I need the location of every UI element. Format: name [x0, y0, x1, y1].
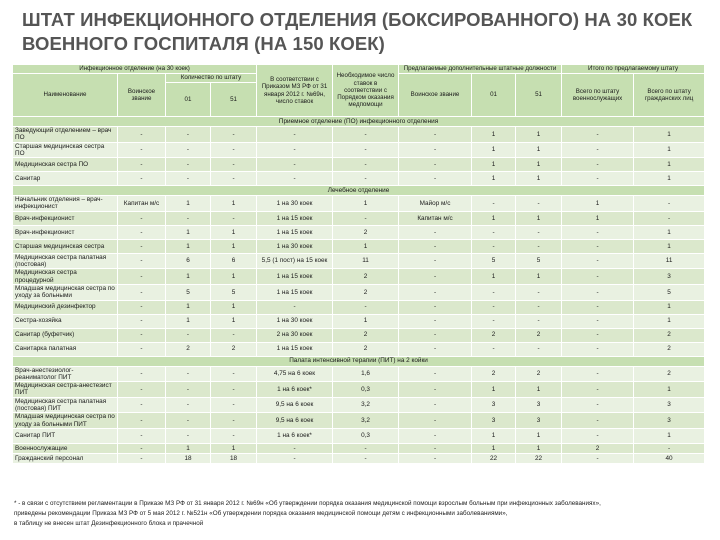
- cell-zv: -: [118, 366, 166, 382]
- cell-k51: 2: [211, 342, 257, 356]
- cell-p51: 2: [516, 328, 562, 342]
- cell-zv: -: [118, 443, 166, 453]
- cell-vg: -: [634, 211, 705, 225]
- cell-pz: -: [399, 314, 472, 328]
- cell-zv: -: [118, 158, 166, 172]
- cell-p51: 22: [516, 453, 562, 463]
- cell-pz: -: [399, 142, 472, 158]
- footnote-line-1: * - в связи с отсутствием регламентации в Приказе МЗ РФ от 31 января 2012 г. №69н «Об утверждении порядка оказания медицинской помощи взрослым больным при инфекционных заболеваниях»,: [14, 500, 601, 507]
- cell-pz: -: [399, 453, 472, 463]
- cell-prikaz: 1 на 6 коек*: [257, 428, 333, 443]
- cell-k51: -: [211, 382, 257, 398]
- cell-prikaz: 1 на 15 коек: [257, 211, 333, 225]
- cell-name: Медицинская сестра ПО: [13, 158, 118, 172]
- cell-p01: -: [472, 225, 516, 239]
- cell-p51: 1: [516, 428, 562, 443]
- cell-name: Гражданский персонал: [13, 453, 118, 463]
- cell-k01: -: [166, 413, 211, 429]
- cell-k01: 1: [166, 443, 211, 453]
- cell-prikaz: 1 на 6 коек*: [257, 382, 333, 398]
- table-row: [13, 196, 705, 212]
- cell-k01: 5: [166, 284, 211, 300]
- cell-k01: 2: [166, 342, 211, 356]
- cell-p51: 1: [516, 211, 562, 225]
- table-row: [13, 300, 705, 314]
- cell-p01: 1: [472, 158, 516, 172]
- cell-k51: -: [211, 397, 257, 413]
- cell-vv: -: [562, 253, 634, 269]
- cell-pz: -: [399, 158, 472, 172]
- cell-vg: 2: [634, 342, 705, 356]
- header-voinskoe-zvanie-2: Воинское звание: [399, 74, 472, 117]
- cell-need: 1: [333, 314, 399, 328]
- footnote-line-2: приведены рекомендации Приказа МЗ РФ от 5 мая 2012 г. №521н «Об утверждении порядка оказания медицинской помощи детям с инфекционными заболеваниями»,: [14, 510, 508, 517]
- cell-pz: -: [399, 366, 472, 382]
- cell-vg: 1: [634, 314, 705, 328]
- cell-k51: -: [211, 142, 257, 158]
- cell-need: 0,3: [333, 428, 399, 443]
- table-row: [13, 158, 705, 172]
- cell-p01: -: [472, 314, 516, 328]
- cell-k01: 1: [166, 300, 211, 314]
- page-title: [22, 8, 712, 56]
- cell-p01: 22: [472, 453, 516, 463]
- cell-vv: 2: [562, 443, 634, 453]
- cell-need: 0,3: [333, 382, 399, 398]
- cell-name: Заведующий отделением – врач ПО: [13, 127, 118, 143]
- cell-pz: -: [399, 428, 472, 443]
- cell-pz: -: [399, 269, 472, 285]
- cell-vg: 3: [634, 397, 705, 413]
- cell-vv: -: [562, 328, 634, 342]
- cell-k51: -: [211, 172, 257, 186]
- cell-pz: -: [399, 342, 472, 356]
- cell-zv: -: [118, 127, 166, 143]
- cell-prikaz: -: [257, 443, 333, 453]
- cell-need: 2: [333, 269, 399, 285]
- header-predlagaemye: Предлагаемые дополнительные штатные должности: [399, 65, 562, 74]
- cell-k51: 1: [211, 239, 257, 253]
- cell-pz: -: [399, 127, 472, 143]
- cell-name: Врач-инфекционист: [13, 211, 118, 225]
- cell-prikaz: 1 на 30 коек: [257, 239, 333, 253]
- cell-vv: -: [562, 284, 634, 300]
- cell-p51: -: [516, 314, 562, 328]
- cell-p01: -: [472, 239, 516, 253]
- cell-p01: 2: [472, 366, 516, 382]
- cell-zv: -: [118, 253, 166, 269]
- cell-vv: -: [562, 172, 634, 186]
- cell-vv: -: [562, 158, 634, 172]
- cell-p51: 3: [516, 413, 562, 429]
- cell-need: 2: [333, 225, 399, 239]
- cell-vv: -: [562, 142, 634, 158]
- staff-table: [12, 64, 705, 464]
- cell-vv: -: [562, 127, 634, 143]
- table-row: [13, 413, 705, 429]
- cell-name: Младшая медицинская сестра по уходу за больными: [13, 284, 118, 300]
- cell-name: Врач-инфекционист: [13, 225, 118, 239]
- cell-k01: 18: [166, 453, 211, 463]
- cell-need: -: [333, 158, 399, 172]
- cell-pz: -: [399, 225, 472, 239]
- cell-zv: -: [118, 142, 166, 158]
- table-row: [13, 428, 705, 443]
- title-line-2: ВОЕННОГО ГОСПИТАЛЯ (НА 150 КОЕК): [22, 33, 385, 54]
- cell-p51: -: [516, 239, 562, 253]
- cell-vg: 3: [634, 413, 705, 429]
- cell-p51: -: [516, 342, 562, 356]
- cell-prikaz: -: [257, 453, 333, 463]
- cell-prikaz: -: [257, 172, 333, 186]
- cell-name: Старшая медицинская сестра ПО: [13, 142, 118, 158]
- cell-vg: 40: [634, 453, 705, 463]
- cell-k01: 1: [166, 196, 211, 212]
- cell-prikaz: 1 на 15 коек: [257, 342, 333, 356]
- cell-need: -: [333, 172, 399, 186]
- cell-p51: -: [516, 300, 562, 314]
- cell-prikaz: 2 на 30 коек: [257, 328, 333, 342]
- cell-name: Медицинская сестра палатная (постовая): [13, 253, 118, 269]
- cell-vv: -: [562, 342, 634, 356]
- cell-pz: -: [399, 284, 472, 300]
- header-kolichestvo: Количество по штату: [166, 74, 257, 83]
- cell-p01: -: [472, 300, 516, 314]
- cell-vv: -: [562, 413, 634, 429]
- cell-zv: -: [118, 328, 166, 342]
- cell-p51: 3: [516, 397, 562, 413]
- table-row: [13, 342, 705, 356]
- cell-p51: -: [516, 196, 562, 212]
- table-row: [13, 443, 705, 453]
- cell-k51: -: [211, 328, 257, 342]
- table-row: [13, 253, 705, 269]
- header-p01: 01: [472, 74, 516, 117]
- header-prikaz: В соответствии с Приказом МЗ РФ от 31 января 2012 г. №69н, число ставок: [257, 65, 333, 117]
- table-row: [13, 239, 705, 253]
- cell-k51: 1: [211, 269, 257, 285]
- cell-zv: -: [118, 239, 166, 253]
- cell-name: Санитар (буфетчик): [13, 328, 118, 342]
- cell-pz: -: [399, 328, 472, 342]
- cell-need: 2: [333, 328, 399, 342]
- cell-prikaz: -: [257, 300, 333, 314]
- cell-need: -: [333, 443, 399, 453]
- cell-p01: -: [472, 196, 516, 212]
- table-header: [13, 65, 705, 117]
- cell-pz: -: [399, 413, 472, 429]
- cell-need: 1,6: [333, 366, 399, 382]
- cell-prikaz: -: [257, 158, 333, 172]
- cell-vv: -: [562, 382, 634, 398]
- cell-need: -: [333, 300, 399, 314]
- cell-need: 3,2: [333, 397, 399, 413]
- table-row: [13, 142, 705, 158]
- cell-zv: -: [118, 397, 166, 413]
- cell-p51: 1: [516, 382, 562, 398]
- cell-vv: -: [562, 300, 634, 314]
- cell-k01: -: [166, 127, 211, 143]
- cell-pz: -: [399, 239, 472, 253]
- cell-name: Санитарка палатная: [13, 342, 118, 356]
- cell-p51: -: [516, 284, 562, 300]
- cell-zv: -: [118, 413, 166, 429]
- header-itogo: Итого по предлагаемому штату: [562, 65, 705, 74]
- cell-k01: -: [166, 366, 211, 382]
- cell-need: -: [333, 127, 399, 143]
- section-row: [13, 186, 705, 196]
- cell-k01: 1: [166, 314, 211, 328]
- cell-zv: -: [118, 314, 166, 328]
- cell-k01: -: [166, 328, 211, 342]
- table-row: [13, 211, 705, 225]
- cell-p01: 2: [472, 328, 516, 342]
- cell-pz: Майор м/с: [399, 196, 472, 212]
- cell-vg: 1: [634, 158, 705, 172]
- header-q01: 01: [166, 83, 211, 117]
- cell-p01: 1: [472, 172, 516, 186]
- cell-vg: 1: [634, 142, 705, 158]
- cell-need: 1: [333, 239, 399, 253]
- table-row: [13, 314, 705, 328]
- cell-zv: -: [118, 382, 166, 398]
- cell-pz: -: [399, 443, 472, 453]
- header-naimenovanie: Наименование: [13, 74, 118, 117]
- cell-vg: -: [634, 196, 705, 212]
- cell-k01: -: [166, 382, 211, 398]
- cell-prikaz: 1 на 15 коек: [257, 225, 333, 239]
- cell-p01: -: [472, 284, 516, 300]
- cell-p01: 1: [472, 382, 516, 398]
- cell-k51: -: [211, 366, 257, 382]
- cell-zv: -: [118, 284, 166, 300]
- cell-name: Начальник отделения – врач-инфекционист: [13, 196, 118, 212]
- header-neobhodimoe: Необходимое число ставок в соответствии с Порядком оказания медпомощи: [333, 65, 399, 117]
- cell-p01: 1: [472, 127, 516, 143]
- cell-zv: -: [118, 225, 166, 239]
- table-body: [13, 117, 705, 464]
- table-row: [13, 397, 705, 413]
- cell-need: 2: [333, 342, 399, 356]
- header-q51: 51: [211, 83, 257, 117]
- cell-pz: -: [399, 300, 472, 314]
- cell-k51: 6: [211, 253, 257, 269]
- cell-k01: -: [166, 428, 211, 443]
- cell-p51: 5: [516, 253, 562, 269]
- cell-k51: -: [211, 158, 257, 172]
- cell-zv: Капитан м/с: [118, 196, 166, 212]
- cell-pz: -: [399, 382, 472, 398]
- cell-prikaz: 5,5 (1 пост) на 15 коек: [257, 253, 333, 269]
- table-row: [13, 366, 705, 382]
- cell-zv: -: [118, 172, 166, 186]
- cell-k01: 1: [166, 269, 211, 285]
- footnote: [14, 499, 714, 529]
- table-row: [13, 382, 705, 398]
- cell-name: Медицинская сестра палатная (постовая) ПИТ: [13, 397, 118, 413]
- header-voinskoe-zvanie: Воинское звание: [118, 74, 166, 117]
- section-row: [13, 356, 705, 366]
- cell-vv: -: [562, 453, 634, 463]
- cell-name: Сестра-хозяйка: [13, 314, 118, 328]
- cell-k01: 6: [166, 253, 211, 269]
- cell-vv: -: [562, 397, 634, 413]
- cell-vg: 1: [634, 428, 705, 443]
- cell-k01: -: [166, 172, 211, 186]
- cell-prikaz: 4,75 на 6 коек: [257, 366, 333, 382]
- cell-k51: 1: [211, 300, 257, 314]
- cell-name: Медицинская сестра-анестезист ПИТ: [13, 382, 118, 398]
- cell-p01: 3: [472, 413, 516, 429]
- header-vsego-grazh: Всего по штату гражданских лиц: [634, 74, 705, 117]
- table-row: [13, 453, 705, 463]
- cell-k51: -: [211, 127, 257, 143]
- cell-p01: 1: [472, 211, 516, 225]
- cell-p01: 5: [472, 253, 516, 269]
- cell-name: Санитар ПИТ: [13, 428, 118, 443]
- cell-name: Медицинский дезинфектор: [13, 300, 118, 314]
- cell-p01: 1: [472, 443, 516, 453]
- cell-k51: 1: [211, 443, 257, 453]
- cell-prikaz: 1 на 30 коек: [257, 196, 333, 212]
- cell-k01: 1: [166, 239, 211, 253]
- cell-pz: Капитан м/с: [399, 211, 472, 225]
- cell-k01: -: [166, 397, 211, 413]
- cell-need: 3,2: [333, 413, 399, 429]
- cell-vg: 3: [634, 269, 705, 285]
- cell-vv: -: [562, 366, 634, 382]
- cell-vg: 2: [634, 366, 705, 382]
- section-title: Приемное отделение (ПО) инфекционного отделения: [13, 117, 705, 127]
- cell-name: Военнослужащие: [13, 443, 118, 453]
- section-title: Палата интенсивной терапии (ПИТ) на 2 койки: [13, 356, 705, 366]
- cell-vv: -: [562, 239, 634, 253]
- cell-k01: -: [166, 211, 211, 225]
- cell-k51: -: [211, 413, 257, 429]
- cell-vg: 1: [634, 239, 705, 253]
- cell-vv: 1: [562, 211, 634, 225]
- cell-prikaz: -: [257, 142, 333, 158]
- cell-pz: -: [399, 397, 472, 413]
- cell-zv: -: [118, 269, 166, 285]
- cell-k51: 5: [211, 284, 257, 300]
- footnote-line-3: в таблицу не внесен штат Дезинфекционного блока и прачечной: [14, 520, 204, 527]
- header-vsego-voen: Всего по штату военнослужащих: [562, 74, 634, 117]
- cell-p01: -: [472, 342, 516, 356]
- cell-prikaz: 9,5 на 6 коек: [257, 397, 333, 413]
- cell-name: Младшая медицинская сестра по уходу за больными ПИТ: [13, 413, 118, 429]
- cell-p51: 1: [516, 127, 562, 143]
- cell-need: 11: [333, 253, 399, 269]
- cell-vg: 1: [634, 225, 705, 239]
- cell-k51: -: [211, 428, 257, 443]
- cell-p51: 1: [516, 172, 562, 186]
- cell-need: -: [333, 453, 399, 463]
- cell-k51: -: [211, 211, 257, 225]
- cell-k51: 18: [211, 453, 257, 463]
- cell-p51: 1: [516, 142, 562, 158]
- cell-vv: -: [562, 225, 634, 239]
- cell-p51: 1: [516, 158, 562, 172]
- header-group-left: Инфекционное отделение (на 30 коек): [13, 65, 257, 74]
- title-line-1: ШТАТ ИНФЕКЦИОННОГО ОТДЕЛЕНИЯ (БОКСИРОВАННОГО) НА 30 КОЕК: [22, 9, 693, 30]
- cell-need: 1: [333, 196, 399, 212]
- cell-name: Медицинская сестра процедурной: [13, 269, 118, 285]
- cell-k51: 1: [211, 314, 257, 328]
- section-title: Лечебное отделение: [13, 186, 705, 196]
- cell-name: Старшая медицинская сестра: [13, 239, 118, 253]
- table-row: [13, 127, 705, 143]
- cell-p01: 1: [472, 428, 516, 443]
- cell-k01: -: [166, 158, 211, 172]
- cell-p51: 2: [516, 366, 562, 382]
- table-row: [13, 269, 705, 285]
- cell-zv: -: [118, 300, 166, 314]
- cell-pz: -: [399, 253, 472, 269]
- cell-name: Санитар: [13, 172, 118, 186]
- cell-zv: -: [118, 342, 166, 356]
- cell-pz: -: [399, 172, 472, 186]
- table-row: [13, 328, 705, 342]
- cell-vg: 2: [634, 328, 705, 342]
- cell-prikaz: 1 на 15 коек: [257, 269, 333, 285]
- cell-p01: 1: [472, 142, 516, 158]
- cell-vg: 11: [634, 253, 705, 269]
- cell-prikaz: 1 на 15 коек: [257, 284, 333, 300]
- cell-p51: 1: [516, 269, 562, 285]
- section-row: [13, 117, 705, 127]
- cell-p51: -: [516, 225, 562, 239]
- cell-name: Врач-анестезиолог-реаниматолог ПИТ: [13, 366, 118, 382]
- cell-vg: 1: [634, 127, 705, 143]
- cell-p51: 1: [516, 443, 562, 453]
- cell-p01: 1: [472, 269, 516, 285]
- cell-vv: -: [562, 269, 634, 285]
- cell-prikaz: -: [257, 127, 333, 143]
- cell-vg: 1: [634, 382, 705, 398]
- cell-need: 2: [333, 284, 399, 300]
- cell-vg: 1: [634, 172, 705, 186]
- cell-zv: -: [118, 453, 166, 463]
- cell-vv: -: [562, 314, 634, 328]
- cell-vg: 1: [634, 300, 705, 314]
- cell-k01: 1: [166, 225, 211, 239]
- header-p51: 51: [516, 74, 562, 117]
- cell-k01: -: [166, 142, 211, 158]
- cell-need: -: [333, 142, 399, 158]
- cell-k51: 1: [211, 225, 257, 239]
- cell-k51: 1: [211, 196, 257, 212]
- table-row: [13, 172, 705, 186]
- cell-vv: -: [562, 428, 634, 443]
- cell-vg: 5: [634, 284, 705, 300]
- cell-zv: -: [118, 428, 166, 443]
- cell-p01: 3: [472, 397, 516, 413]
- cell-zv: -: [118, 211, 166, 225]
- cell-prikaz: 9,5 на 6 коек: [257, 413, 333, 429]
- cell-vg: -: [634, 443, 705, 453]
- cell-vv: 1: [562, 196, 634, 212]
- cell-prikaz: 1 на 30 коек: [257, 314, 333, 328]
- table-row: [13, 225, 705, 239]
- table-row: [13, 284, 705, 300]
- cell-need: -: [333, 211, 399, 225]
